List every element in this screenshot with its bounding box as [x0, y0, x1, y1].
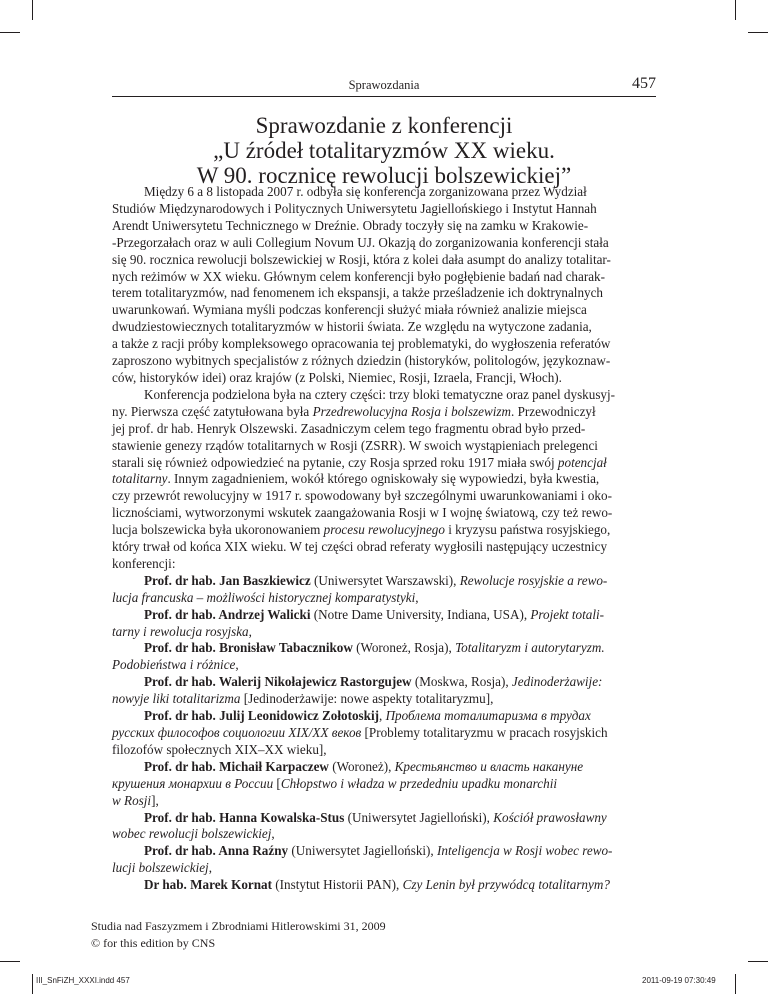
print-slug-timestamp: 2011-09-19 07:30:49 — [642, 976, 716, 985]
crop-mark — [32, 0, 33, 20]
body-line: się 90. rocznica rewolucji bolszewickiej w Rosji, która z kolei dała asumpt do analizy totalitar- — [112, 251, 611, 267]
body-line: totalitarny. Innym zagadnieniem, wokół którego ogniskowały się wypowiedzi, była kwestia, — [112, 471, 600, 487]
page-number: 457 — [632, 75, 656, 92]
body-line: który trwał od końca XIX wieku. W tej części obrad referaty wygłosili następujący uczestnicy — [112, 539, 608, 555]
speaker-name: Prof. dr hab. Bronisław Tabacznikow — [144, 640, 353, 656]
body-line: ców, historyków idei) oraz krajów (z Polski, Niemiec, Rosji, Izraela, Francji, Włoch). — [112, 369, 562, 385]
speaker-name: Prof. dr hab. Julij Leonidowicz Zołotoskij — [144, 708, 379, 724]
body-line: starali się również odpowiedzieć na pytanie, czy Rosja sprzed roku 1917 miała swój potencjał — [112, 454, 607, 470]
article-title — [0, 113, 768, 188]
body-line: ny. Pierwsza część zatytułowana była Przedrewolucyjna Rosja i bolszewizm. Przewodniczył — [112, 403, 596, 419]
paper-title: Podobieństwa i różnice — [112, 657, 236, 673]
crop-mark — [748, 32, 768, 33]
body-line: czy przewrót rewolucyjny w 1917 r. spowodowany był szczególnymi uwarunkowaniami i oko- — [112, 488, 612, 504]
crop-mark — [735, 974, 736, 994]
paper-title: tarny i rewolucja rosyjska — [112, 623, 249, 639]
paper-title: Projekt totali- — [530, 606, 605, 622]
crop-mark — [735, 0, 736, 20]
body-line: jej prof. dr hab. Henryk Olszewski. Zasadniczym celem tego fragmentu obrad było przed- — [112, 420, 586, 436]
speaker-name: Prof. dr hab. Anna Raźny — [144, 843, 289, 859]
speaker-name: Prof. dr hab. Michaił Karpaczew — [144, 758, 329, 774]
speaker-entry: lucji bolszewickiej, — [112, 860, 213, 876]
speaker-entry: Prof. dr hab. Andrzej Walicki (Notre Dame University, Indiana, USA), Projekt totali- — [144, 606, 605, 622]
body-line: uwarunkowań. Wymiana myśli podczas konferencji służyć miała również analizie miejsca — [112, 302, 587, 318]
article-body — [112, 184, 656, 894]
print-slug-file: III_SnFiZH_XXXI.indd 457 — [36, 976, 130, 985]
speaker-entry: русских философов социологии XIX/XX веков [Problemy totalitaryzmu w pracach rosyjskich — [112, 725, 608, 740]
paper-title: Inteligencja w Rosji wobec rewo- — [437, 843, 613, 859]
italic-phrase: Przedrewolucyjna Rosja i bolszewizm — [312, 403, 511, 419]
speaker-entry: Prof. dr hab. Anna Raźny (Uniwersytet Jagielloński), Inteligencja w Rosji wobec rewo- — [144, 843, 613, 859]
body-line: lucja bolszewicka była ukoronowaniem procesu rewolucyjnego i kryzysu państwa rosyjskiego, — [112, 522, 611, 538]
speaker-entry: Prof. dr hab. Hanna Kowalska-Stus (Uniwersytet Jagielloński), Kościół prawosławny — [144, 809, 607, 825]
speaker-entry: крушения монархии в России [Chłopstwo i władza w przededniu upadku monarchii — [112, 775, 558, 791]
speaker-name: Prof. dr hab. Jan Baszkiewicz — [144, 572, 311, 588]
copyright-notice: © for this edition by CNS — [91, 936, 216, 950]
speaker-entry: Dr hab. Marek Kornat (Instytut Historii PAN), Czy Lenin był przywódcą totalitarnym? — [144, 877, 610, 893]
body-line: Konferencja podzielona była na cztery części: trzy bloki tematyczne oraz panel dyskusyj- — [144, 386, 616, 402]
italic-phrase: totalitarny — [112, 471, 168, 487]
body-line: nych reżimów w XX wieku. Głównym celem konferencji było pogłębienie badań nad charak- — [112, 268, 605, 284]
paper-title: Kościół prawosławny — [493, 809, 607, 825]
crop-mark — [32, 974, 33, 994]
paper-title: Проблема тоталитаризма в трудах — [385, 708, 591, 724]
paper-title: крушения монархии в России — [112, 775, 274, 791]
italic-phrase: procesu rewolucyjnego — [323, 522, 445, 538]
body-line: Między 6 a 8 listopada 2007 r. odbyła się konferencja zorganizowana przez Wydział — [144, 184, 587, 199]
body-line: zaproszono wybitnych specjalistów z różnych dziedzin (historyków, politologów, językoznaw- — [112, 353, 611, 369]
speaker-entry: tarny i rewolucja rosyjska, — [112, 623, 252, 639]
body-line: -Przegorzałach oraz w auli Collegium Novum UJ. Okazją do zorganizowania konferencji stała — [112, 234, 609, 250]
body-line: stawienie genezy rządów totalitarnych w Rosji (ZSRR). W swoich wystąpieniach prelegenci — [112, 437, 598, 453]
paper-title: Totalitaryzm i autorytaryzm. — [455, 640, 605, 656]
paper-title: lucji bolszewickiej — [112, 860, 209, 876]
paper-title: Chłopstwo i władza w przededniu upadku monarchii — [280, 775, 558, 791]
speaker-entry: Prof. dr hab. Jan Baszkiewicz (Uniwersytet Warszawski), Rewolucje rosyjskie a rewo- — [144, 572, 608, 588]
speaker-entry: filozofów społecznych XIX–XX wieku], — [112, 741, 327, 757]
journal-footer — [91, 918, 386, 952]
speaker-name: Prof. dr hab. Andrzej Walicki — [144, 606, 311, 622]
paper-title: Rewolucje rosyjskie a rewo- — [459, 572, 608, 588]
body-line: Studiów Międzynarodowych i Politycznych Uniwersytetu Jagiellońskiego i Instytut Hannah — [112, 200, 597, 216]
paper-title: w Rosji — [112, 792, 152, 808]
body-line: konferencji: — [112, 555, 176, 571]
speaker-name: Prof. dr hab. Walerij Nikołajewicz Rastorgujew — [144, 674, 412, 690]
speaker-entry: wobec rewolucji bolszewickiej, — [112, 826, 275, 842]
speaker-entry: w Rosji], — [112, 792, 159, 808]
paper-title: wobec rewolucji bolszewickiej — [112, 826, 272, 842]
journal-citation: Studia nad Faszyzmem i Zbrodniami Hitlerowskimi 31, 2009 — [91, 919, 386, 933]
paper-title: Крестьянство и власть накануне — [394, 758, 584, 774]
speaker-name: Prof. dr hab. Hanna Kowalska-Stus — [144, 809, 345, 825]
crop-mark — [0, 32, 20, 33]
crop-mark — [0, 961, 20, 962]
speaker-entry: Podobieństwa i różnice, — [112, 657, 239, 673]
body-line: licznościami, wytworzonymi wskutek zaangażowania Rosji w I wojnę światową, czy też rewo- — [112, 505, 613, 521]
body-line: a także z racji próby kompleksowego opracowania tej problematyki, do wygłoszenia referatów — [112, 336, 611, 352]
header-rule — [112, 96, 656, 97]
title-line: „U źródeł totalitaryzmów XX wieku. — [213, 138, 555, 163]
paper-title: nowyje liki totalitarizma — [112, 691, 241, 707]
paper-title: Jedinoderżawije: — [511, 674, 603, 690]
body-line: terem totalitaryzmów, nad fenomenem ich ekspansji, a także prześladzenie ich doktrynalnych — [112, 285, 603, 301]
italic-phrase: potencjał — [557, 454, 607, 470]
paper-title: русских философов социологии XIX/XX веков — [112, 725, 362, 740]
speaker-entry: nowyje liki totalitarizma [Jedinoderżawije: nowe aspekty totalitaryzmu], — [112, 691, 494, 707]
speaker-entry: Prof. dr hab. Michaił Karpaczew (Woroneż), Крестьянство и власть накануне — [144, 758, 584, 774]
title-line: Sprawozdanie z konferencji — [255, 113, 513, 138]
paper-title: lucja francuska – możliwości historycznej komparatystyki — [112, 589, 416, 605]
crop-mark — [748, 961, 768, 962]
speaker-entry: Prof. dr hab. Walerij Nikołajewicz Rastorgujew (Moskwa, Rosja), Jedinoderżawije: — [144, 674, 603, 690]
paper-title: Czy Lenin był przywódcą totalitarnym? — [402, 877, 610, 893]
title-line: W 90. rocznicę rewolucji bolszewickiej” — [196, 163, 572, 188]
speaker-entry: lucja francuska – możliwości historycznej komparatystyki, — [112, 589, 419, 605]
running-header: Sprawozdania — [348, 78, 420, 92]
speaker-entry: Prof. dr hab. Bronisław Tabacznikow (Woroneż, Rosja), Totalitaryzm i autorytaryzm. — [144, 640, 605, 656]
body-line: dwudziestowiecznych totalitaryzmów w historii świata. Ze względu na wytyczone zadania, — [112, 319, 592, 335]
speaker-entry: Prof. dr hab. Julij Leonidowicz Zołotoskij, Проблема тоталитаризма в трудах — [144, 708, 591, 724]
body-line: Arendt Uniwersytetu Technicznego w Dreźnie. Obrady toczyły się na zamku w Krakowie- — [112, 217, 589, 233]
speaker-name: Dr hab. Marek Kornat — [144, 877, 272, 893]
